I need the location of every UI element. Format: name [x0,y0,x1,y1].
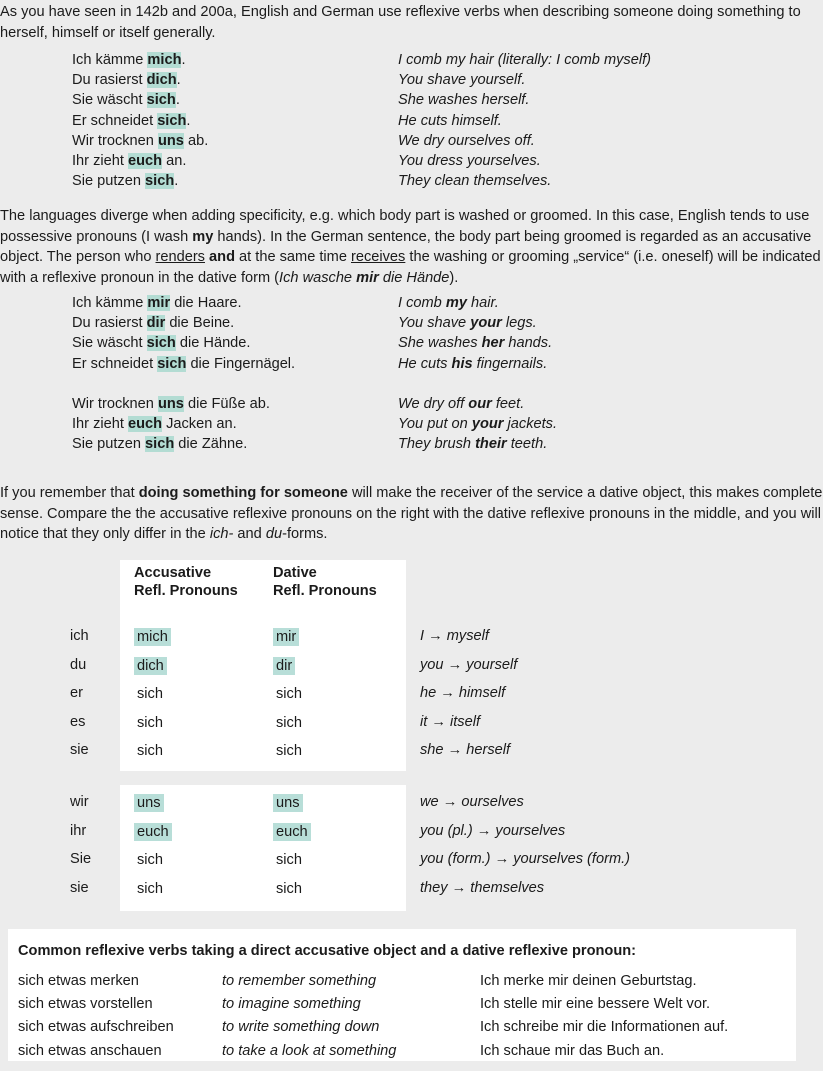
example-german [72,335,250,351]
verb-english: to take a look at something [222,1042,397,1059]
pronoun-table-row [0,823,823,852]
english-prefix: You put on [398,416,472,433]
table-cell-dative: sich [276,743,302,760]
example-german [72,52,186,68]
verb-german: sich etwas aufschreiben [18,1019,174,1036]
table-cell-dative: sich [276,714,302,731]
german-suffix: die Fingernägel. [186,355,296,372]
table-cell-english-gloss: she → herself [420,742,511,759]
table-cell-dative: uns [273,794,303,812]
english-suffix: jackets. [503,416,558,433]
verb-german: sich etwas vorstellen [18,996,153,1013]
table-cell-pronoun: du [70,656,87,673]
german-reflexive-pronoun: euch [127,416,163,433]
table-cell-accusative: sich [137,852,163,869]
english-possessive: his [451,355,473,372]
pronoun-table-row [0,685,823,714]
english-prefix: She washes herself. [398,92,530,109]
verb-german: sich etwas merken [18,973,139,989]
german-prefix: Wir trocknen [72,396,158,412]
german-prefix: Ihr zieht [72,152,128,169]
english-possessive: her [481,335,505,352]
german-suffix: die Hände. [175,335,251,352]
dative-examples-block-1 [0,295,823,376]
column-header-accusative [134,564,238,601]
divergence-example-bold: mir [356,270,379,287]
english-prefix: You shave yourself. [398,72,526,89]
english-prefix: They clean themselves. [398,173,552,190]
example-english [398,416,557,432]
summary-text-2: will make the receiver of the service a dative object, this makes complete sense. Compare the the accusative reflexive pronouns on the right with the dative reflexive pronouns in the middle, and you will notice that they only differ in the [0,485,823,543]
table-cell-accusative: uns [134,794,164,812]
table-cell-pronoun: er [70,685,83,702]
example-german [72,356,295,372]
german-reflexive-pronoun: dir [146,315,166,332]
table-cell-english-gloss: he → himself [420,685,506,702]
example-german [72,295,242,311]
pronoun-table-row [0,628,823,657]
german-prefix: Ich kämme [72,295,148,311]
english-suffix: teeth. [506,436,548,453]
divergence-paragraph [0,206,823,289]
english-suffix: hands. [504,335,553,352]
english-suffix: feet. [491,396,525,412]
german-prefix: Er schneidet [72,355,158,372]
verb-example-sentence: Ich stelle mir eine bessere Welt vor. [480,996,711,1013]
divergence-and: and [209,249,235,266]
verb-box-title: Common reflexive verbs taking a direct accusative object and a dative reflexive pronoun: [18,943,637,959]
divergence-example-part2: die Hände [378,270,450,287]
pronoun-table-row [0,851,823,880]
english-possessive: our [468,396,492,412]
divergence-text-3: at the same time [235,249,351,266]
german-suffix: . [181,52,186,68]
example-german [72,396,270,412]
table-cell-pronoun: sie [70,742,89,759]
german-reflexive-pronoun: mir [147,295,171,311]
table-cell-english-gloss: we → ourselves [420,794,524,810]
table-cell-accusative: sich [137,743,163,760]
example-english [398,72,525,88]
german-reflexive-pronoun: sich [145,436,175,453]
table-cell-english-gloss: I → myself [420,628,489,644]
intro-paragraph [0,2,823,43]
header-dative-line1: Dative [273,565,317,581]
divergence-text-1: The languages diverge when adding specificity, e.g. which body part is washed or groomed. In this case, English tends to use possessive pronouns (I wash [0,208,810,245]
german-suffix: . [186,112,191,129]
german-reflexive-pronoun: mich [147,52,182,68]
table-cell-accusative: sich [137,686,163,703]
german-reflexive-pronoun: dich [146,72,177,89]
verb-english: to remember something [222,973,377,989]
table-cell-pronoun: sie [70,879,89,896]
english-prefix: They brush [398,436,476,453]
english-possessive: their [475,436,507,453]
english-prefix: You dress yourselves. [398,152,541,169]
english-suffix: legs. [501,315,537,332]
verb-example-sentence: Ich merke mir deinen Geburtstag. [480,973,697,989]
example-german [72,416,237,432]
verb-example-sentence: Ich schreibe mir die Informationen auf. [480,1019,729,1036]
german-prefix: Sie putzen [72,173,146,190]
example-sentence-row [0,416,823,436]
example-sentence-row [0,295,823,315]
example-german [72,315,234,331]
table-cell-dative: mir [273,628,299,646]
intro-text: As you have seen in 142b and 200a, English and German use reflexive verbs when describing someone doing something to herself, himself or itself generally. [0,4,801,41]
verb-english: to write something down [222,1019,380,1036]
english-prefix: We dry off [398,396,469,412]
table-cell-pronoun: ich [70,628,89,644]
divergence-example-italic [279,270,449,286]
table-cell-english-gloss: they → themselves [420,879,545,896]
english-prefix: He cuts [398,355,452,372]
verb-german: sich etwas anschauen [18,1042,162,1059]
example-sentence-row [0,356,823,376]
german-prefix: Ich kämme [72,52,148,68]
table-cell-accusative: sich [137,880,163,897]
divergence-example-part1: Ich wasche [279,270,357,287]
pronoun-table-row [0,657,823,686]
example-sentence-row [0,396,823,416]
german-suffix: die Füße ab. [183,396,270,412]
example-german [72,72,181,88]
german-reflexive-pronoun: euch [127,152,163,169]
example-english [398,436,547,452]
pronoun-table-row [0,742,823,771]
german-prefix: Du rasierst [72,315,147,332]
example-english [398,315,537,331]
german-reflexive-pronoun: uns [157,132,184,149]
divergence-renders: renders [155,249,205,266]
table-cell-dative: sich [276,852,302,869]
example-sentence-row [0,315,823,335]
example-sentence-row [0,72,823,92]
example-sentence-row [0,92,823,112]
german-reflexive-pronoun: sich [146,92,176,109]
table-cell-accusative: euch [134,823,172,841]
header-dative-line2: Refl. Pronouns [273,583,377,600]
summary-ich-form: ich- [209,526,234,543]
table-cell-accusative: dich [134,657,167,675]
pronoun-table-row [0,794,823,823]
example-english [398,153,541,169]
english-possessive: my [445,295,467,311]
english-suffix: fingernails. [472,355,548,372]
example-english [398,113,502,129]
pronoun-table-row [0,714,823,743]
english-prefix: You shave [398,315,471,332]
english-possessive: your [471,416,504,433]
example-english [398,356,547,372]
german-suffix: ab. [183,132,209,149]
pronoun-table-header-row [0,564,823,600]
german-suffix: Jacken an. [162,416,237,433]
summary-paragraph [0,483,823,545]
german-suffix: die Zähne. [174,436,248,453]
english-prefix: She washes [398,335,482,352]
german-suffix: . [174,173,179,190]
verb-row [8,973,796,996]
english-suffix: hair. [466,295,499,311]
table-cell-accusative: mich [134,628,171,646]
verb-example-sentence: Ich schaue mir das Buch an. [480,1042,665,1059]
divergence-text-5: ). [449,270,459,287]
table-cell-dative: sich [276,686,302,703]
dative-examples-block-2 [0,396,823,457]
german-prefix: Er schneidet [72,112,158,129]
verb-row [8,996,796,1019]
divergence-my: my [192,228,214,245]
verb-row [8,1019,796,1042]
table-cell-english-gloss: you (form.) → yourselves (form.) [420,851,631,868]
german-prefix: Sie putzen [72,436,146,453]
english-prefix: We dry ourselves off. [398,132,535,149]
german-suffix: die Beine. [165,315,235,332]
summary-du-form: du [265,526,283,543]
german-suffix: . [175,92,180,109]
header-accusative-line1: Accusative [134,565,212,581]
english-prefix: I comb [398,295,446,311]
english-possessive: your [470,315,502,332]
example-german [72,173,178,189]
example-sentence-row [0,113,823,133]
example-german [72,92,180,108]
divergence-receives: receives [351,249,406,266]
german-suffix: an. [162,152,187,169]
example-english [398,396,524,412]
table-cell-english-gloss: you (pl.) → yourselves [420,822,566,839]
table-cell-dative: euch [273,823,311,841]
table-cell-pronoun: wir [70,794,89,810]
table-cell-pronoun: es [70,713,86,730]
example-german [72,436,247,452]
divergence-text-2: hands). In the German sentence, the body part being groomed is regarded as an accusative object. The person who [0,228,812,266]
header-accusative-line2: Refl. Pronouns [134,583,238,600]
german-reflexive-pronoun: sich [157,355,187,372]
summary-bold-phrase: doing something for someone [138,485,348,501]
example-german [72,133,208,149]
common-reflexive-verbs-box [8,929,796,1061]
example-english [398,52,651,68]
example-german [72,113,190,129]
column-header-dative [273,564,377,601]
summary-text-1: If you remember that [0,485,139,501]
english-prefix: He cuts himself. [398,112,502,129]
german-suffix: . [176,72,181,89]
example-english [398,295,499,311]
summary-conjunction: and [233,526,266,543]
example-sentence-row [0,133,823,153]
german-reflexive-pronoun: uns [157,396,184,412]
table-cell-dative: dir [273,657,295,675]
table-cell-accusative: sich [137,714,163,731]
table-cell-english-gloss: you → yourself [420,656,518,673]
german-prefix: Sie wäscht [72,92,147,109]
english-prefix: I comb my hair (literally: I comb myself) [398,52,652,68]
example-english [398,173,551,189]
german-reflexive-pronoun: sich [145,173,175,190]
example-english [398,133,535,149]
example-sentence-row [0,173,823,193]
example-german [72,153,186,169]
german-prefix: Ihr zieht [72,416,128,433]
german-prefix: Wir trocknen [72,132,158,149]
table-cell-pronoun: Sie [70,851,92,868]
example-english [398,92,529,108]
table-cell-english-gloss: it → itself [420,713,481,730]
pronoun-table-row [0,880,823,909]
accusative-examples-block [0,52,823,193]
example-english [398,335,552,351]
example-sentence-row [0,52,823,72]
example-sentence-row [0,436,823,456]
german-prefix: Du rasierst [72,72,147,89]
german-reflexive-pronoun: sich [146,335,176,352]
divergence-text-4: the washing or grooming „service“ (i.e. oneself) will be indicated with a reflexive pronoun in the dative form ( [0,249,821,287]
german-prefix: Sie wäscht [72,335,147,352]
summary-text-3: -forms. [282,526,328,543]
german-reflexive-pronoun: sich [157,112,187,129]
german-suffix: die Haare. [170,295,242,311]
example-sentence-row [0,153,823,173]
table-cell-dative: sich [276,880,302,897]
verb-row [8,1043,796,1066]
table-cell-pronoun: ihr [70,822,87,839]
example-sentence-row [0,335,823,355]
verb-english: to imagine something [222,996,361,1013]
